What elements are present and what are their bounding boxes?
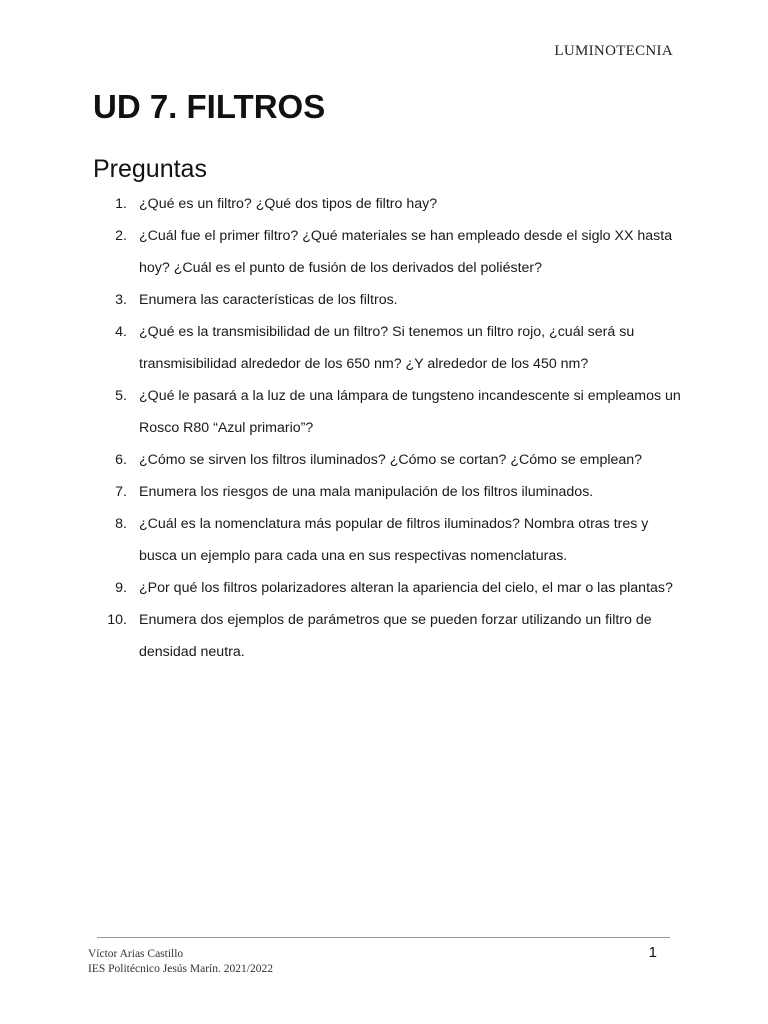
question-text: ¿Qué es la transmisibilidad de un filtro? Si tenemos un filtro rojo, ¿cuál será su transmisibilidad alrededor de los 650 nm? ¿Y alrededor de los 450 nm? (139, 324, 635, 372)
question-item (93, 476, 683, 508)
question-text: ¿Cómo se sirven los filtros iluminados? ¿Cómo se cortan? ¿Cómo se emplean? (139, 452, 643, 468)
footer-divider (97, 937, 670, 938)
question-item (93, 188, 683, 220)
footer-info (88, 947, 273, 977)
section-title: Preguntas (93, 155, 207, 183)
question-item (93, 508, 683, 572)
question-text: Enumera dos ejemplos de parámetros que se pueden forzar utilizando un filtro de densidad neutra. (139, 612, 652, 660)
question-number: 6. (115, 452, 127, 468)
question-text: ¿Qué le pasará a la luz de una lámpara de tungsteno incandescente si empleamos un Rosco R80 “Azul primario”? (139, 388, 681, 436)
question-number: 1. (115, 196, 127, 212)
footer-author: Víctor Arias Castillo (88, 948, 184, 960)
question-item (93, 220, 683, 284)
question-number: 3. (115, 292, 127, 308)
footer-institution: IES Politécnico Jesús Marín. 2021/2022 (88, 963, 273, 975)
question-number: 9. (115, 580, 127, 596)
question-number: 5. (115, 388, 127, 404)
question-number: 8. (115, 516, 127, 532)
question-text: Enumera los riesgos de una mala manipulación de los filtros iluminados. (139, 484, 594, 500)
page-number: 1 (648, 944, 657, 961)
questions-list (93, 188, 683, 668)
question-item (93, 444, 683, 476)
question-number: 2. (115, 228, 127, 244)
question-text: ¿Cuál es la nomenclatura más popular de filtros iluminados? Nombra otras tres y busca un ejemplo para cada una en sus respectivas nomenclaturas. (139, 516, 649, 564)
question-text: ¿Por qué los filtros polarizadores alteran la apariencia del cielo, el mar o las plantas? (139, 580, 673, 596)
question-item (93, 284, 683, 316)
document-title: UD 7. FILTROS (93, 88, 326, 125)
question-text: ¿Qué es un filtro? ¿Qué dos tipos de filtro hay? (139, 196, 438, 212)
question-number: 4. (115, 324, 127, 340)
question-number: 10. (107, 612, 127, 628)
question-item (93, 572, 683, 604)
question-item (93, 380, 683, 444)
question-text: Enumera las características de los filtros. (139, 292, 398, 308)
question-text: ¿Cuál fue el primer filtro? ¿Qué materiales se han empleado desde el siglo XX hasta hoy? ¿Cuál es el punto de fusión de los derivados del poliéster? (139, 228, 673, 276)
question-item (93, 604, 683, 668)
question-number: 7. (115, 484, 127, 500)
question-item (93, 316, 683, 380)
header-subject: LUMINOTECNIA (554, 43, 673, 59)
